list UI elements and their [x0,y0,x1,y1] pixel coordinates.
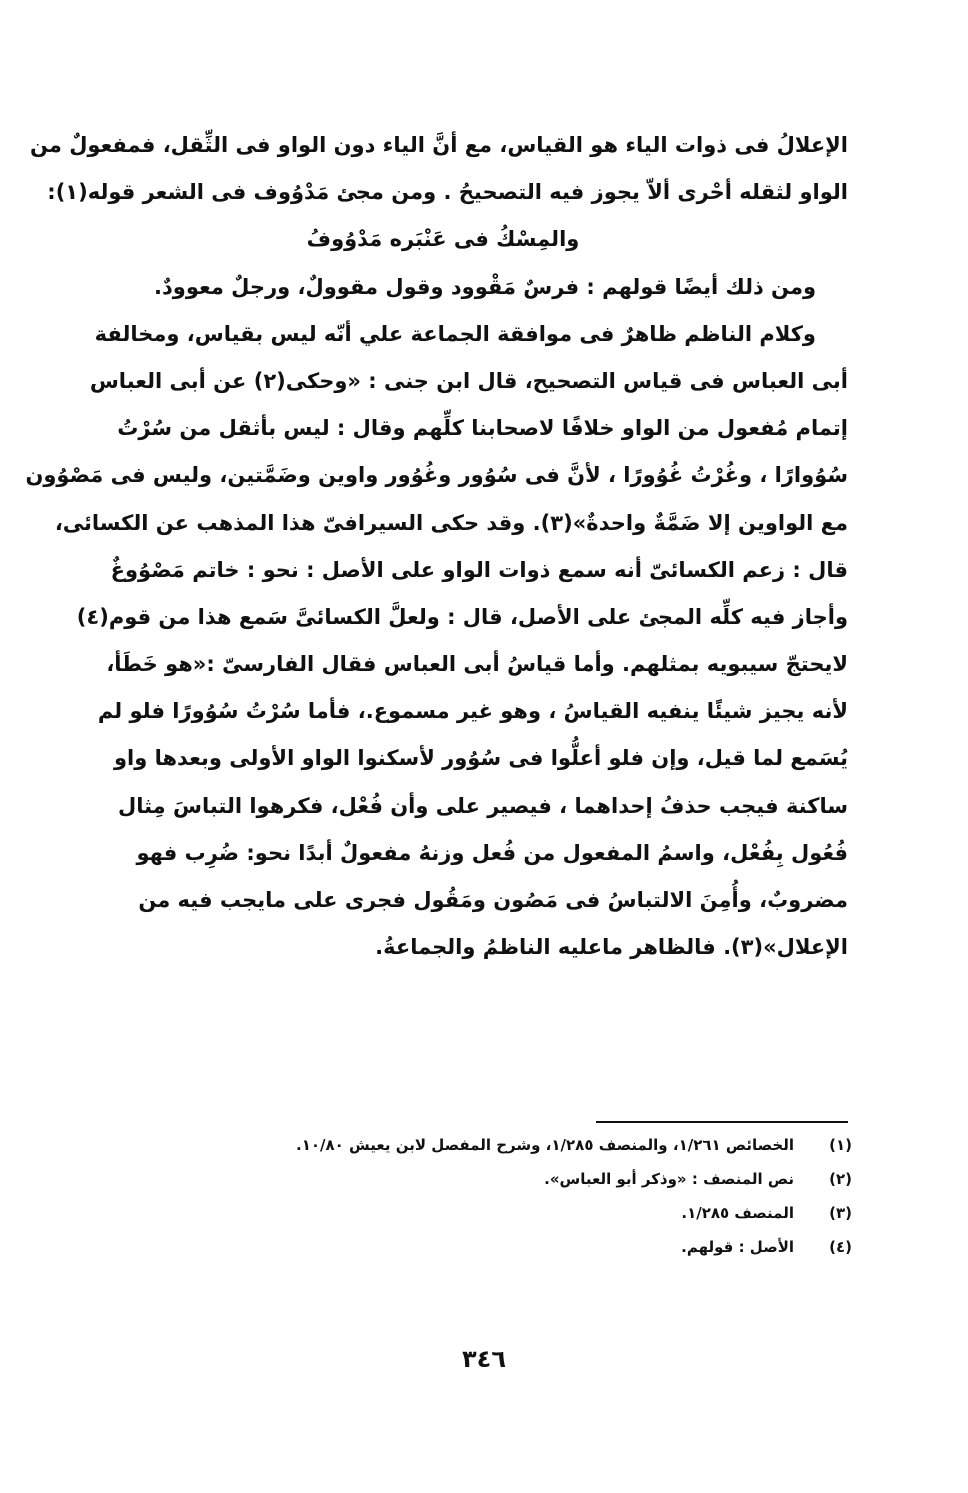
page-number: ٣٤٦ [462,1345,506,1373]
body-line: وكلام الناظم ظاهرٌ فى موافقة الجماعة علي أنّه ليس بقياس، ومخالفة [94,321,816,346]
footnote [240,1196,852,1230]
body-line: ومن ذلك أيضًا قولهم : فرسٌ مَقْوود وقول مقوولٌ، ورجلٌ معوودٌ. [154,274,816,299]
footnote-divider [596,1121,848,1123]
footnote [240,1230,852,1264]
footnote [240,1128,852,1162]
body-line: لايحتجّ سيبويه بمثلهم. وأما قياسُ أبى العباس فقال الفارسىّ :«هو خَطَأ، [106,652,848,677]
body-line: الواو لثقله أحْرى ألاّ يجوز فيه التصحيحُ . ومن مجئ مَدْوُوف فى الشعر قوله(١): [47,180,848,205]
footnote-number: (١) [829,1136,852,1154]
footnote-text: المنصف ١/٢٨٥. [681,1204,794,1222]
body-line: لأنه يجيز شيئًا ينفيه القياسُ ، وهو غير مسموع.، فأما سُرْتُ سُوُورًا فلو لم [97,699,848,724]
body-line: أبى العباس فى قياس التصحيح، قال ابن جنى : «وحكى(٢) عن أبى العباس [89,368,848,393]
body-text [25,122,848,971]
footnote [240,1162,852,1196]
footnote-text: الأصل : قولهم. [681,1238,794,1256]
body-line: وأجاز فيه كلِّه المجئ على الأصل، قال : ولعلَّ الكسائىَّ سَمع هذا من قوم(٤) [76,604,848,629]
body-line: فُعُول بِفُعْل، واسمُ المفعول من فُعل وزنهُ مفعولٌ أبدًا نحو: ضُرِب فهو [136,840,848,865]
body-line: الإعلال»(٣). فالظاهر ماعليه الناظمُ والجماعةُ. [375,935,848,960]
footnotes [240,1128,852,1264]
footnote-number: (٢) [829,1170,852,1188]
body-line: الإعلالُ فى ذوات الياء هو القياس، مع أنَّ الياء دون الواو فى الثِّقل، فمفعولٌ من [29,133,848,157]
body-line: إتمام مُفعول من الواو خلافًا لاصحابنا كلِّهم وقال : ليس بأثقل من سُرْتُ [117,416,848,441]
body-line: يُسَمع لما قيل، وإن فلو أعلُّوا فى سُوُور لأسكنوا الواو الأولى وبعدها واو [113,746,848,771]
body-line: قال : زعم الكسائىّ أنه سمع ذوات الواو على الأصل : نحو : خاتم مَصْوُوغٌ [110,557,848,582]
footnote-number: (٤) [829,1238,852,1256]
footnote-text: الخصائص ١/٢٦١، والمنصف ١/٢٨٥، وشرح المفصل لابن يعيش ١٠/٨٠. [296,1136,794,1154]
body-line: مضروبٌ، وأُمِنَ الالتباسُ فى مَصُون ومَقُول فجرى على مايجب فيه من [138,888,848,912]
body-line: ساكنة فيجب حذفُ إحداهما ، فيصير على وأن فُعْل، فكرهوا التباسَ مِثال [117,793,848,818]
body-line: مع الواوين إلا ضَمَّةٌ واحدةٌ»(٣). وقد حكى السيرافىّ هذا المذهب عن الكسائى، [54,510,848,535]
verse-line: والمِسْكُ فى عَنْبَره مَدْوُوفُ [306,227,580,252]
footnote-text: نص المنصف : «وذكر أبو العباس». [544,1170,794,1188]
footnote-number: (٣) [829,1204,852,1222]
body-line: سُوُوارًا ، وغُرْتُ غُوُورًا ، لأنَّ فى سُوُور وغُوُور واوين وضَمَّتين، وليس فى مَصْوُون [25,463,848,488]
